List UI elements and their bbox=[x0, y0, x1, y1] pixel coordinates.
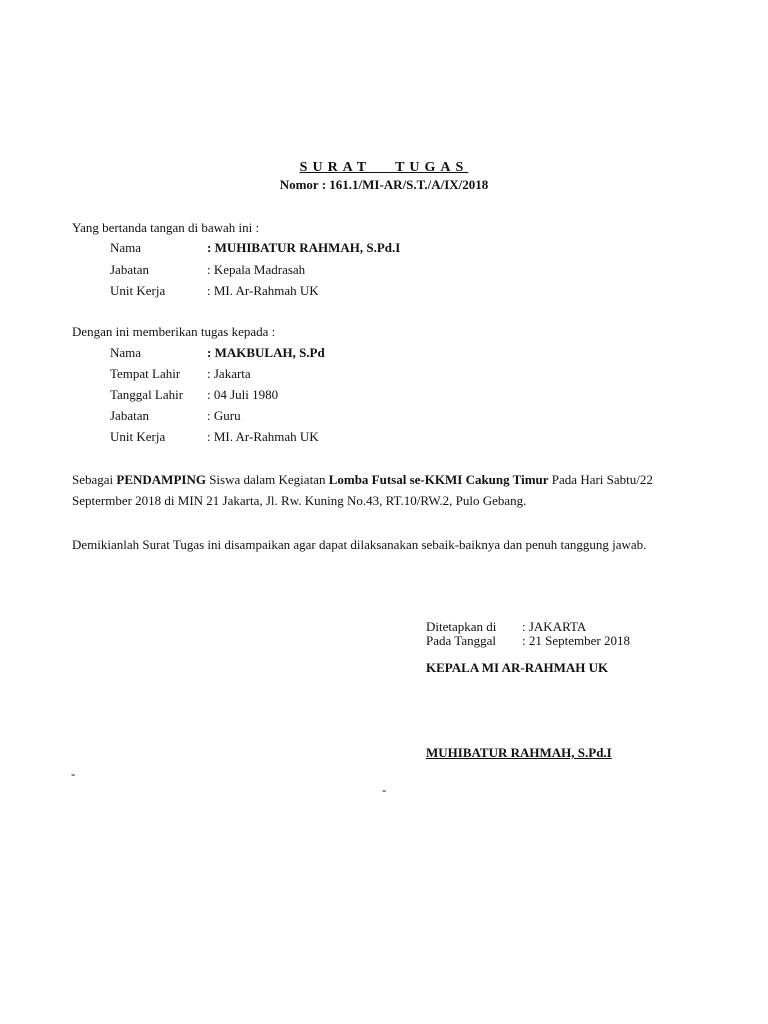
assign-intro-text: Dengan ini memberikan tugas kepada : bbox=[72, 324, 276, 339]
field-value: : Guru bbox=[207, 408, 241, 423]
field-value: : MAKBULAH, S.Pd bbox=[207, 345, 325, 360]
field-label: Jabatan bbox=[110, 262, 149, 277]
letter-title: SURAT TUGAS bbox=[299, 160, 469, 175]
assignee-row-unit bbox=[110, 429, 319, 447]
task-paragraph bbox=[72, 469, 702, 511]
field-value: : MI. Ar-Rahmah UK bbox=[207, 283, 319, 298]
field-value: : MUHIBATUR RAHMAH, S.Pd.I bbox=[207, 240, 401, 255]
field-label: Unit Kerja bbox=[110, 283, 166, 298]
signature-position: KEPALA MI AR-RAHMAH UK bbox=[426, 660, 609, 675]
assignee-row-name bbox=[110, 345, 325, 363]
signer-row-unit bbox=[110, 283, 319, 301]
field-label: Tanggal Lahir bbox=[110, 387, 184, 402]
field-value: : Jakarta bbox=[207, 366, 251, 381]
signer-row-name bbox=[110, 240, 400, 258]
place-value: : JAKARTA bbox=[522, 619, 587, 634]
field-label: Nama bbox=[110, 345, 142, 360]
dash-mark: - bbox=[382, 782, 387, 797]
signature-name: MUHIBATUR RAHMAH, S.Pd.I bbox=[426, 745, 612, 760]
field-value: : Kepala Madrasah bbox=[207, 262, 306, 277]
assignee-row-birthplace bbox=[110, 366, 251, 384]
field-value: : 04 Juli 1980 bbox=[207, 387, 279, 402]
task-text: Siswa dalam Kegiatan bbox=[205, 472, 329, 487]
date-label: Pada Tanggal bbox=[426, 633, 496, 648]
field-label: Tempat Lahir bbox=[110, 366, 181, 381]
closing-paragraph: Demikianlah Surat Tugas ini disampaikan agar dapat dilaksanakan sebaik-baiknya dan penuh tanggung jawab. bbox=[72, 537, 647, 552]
signer-row-position bbox=[110, 262, 305, 280]
signature-date-row bbox=[426, 633, 630, 649]
assignee-row-birthdate bbox=[110, 387, 278, 405]
field-value: : MI. Ar-Rahmah UK bbox=[207, 429, 319, 444]
field-label: Nama bbox=[110, 240, 142, 255]
task-text: Sebagai bbox=[72, 472, 117, 487]
intro-text: Yang bertanda tangan di bawah ini : bbox=[72, 220, 260, 235]
place-label: Ditetapkan di bbox=[426, 619, 497, 634]
task-event: Lomba Futsal se-KKMI Cakung Timur bbox=[328, 472, 549, 487]
letter-number: Nomor : 161.1/MI-AR/S.T./A/IX/2018 bbox=[279, 177, 489, 192]
assignee-row-position bbox=[110, 408, 241, 426]
task-role: PENDAMPING bbox=[116, 472, 206, 487]
field-label: Unit Kerja bbox=[110, 429, 166, 444]
date-value: : 21 September 2018 bbox=[522, 633, 630, 648]
dash-mark: - bbox=[71, 766, 76, 781]
task-text: Pada Hari Sabtu/22 Septermber 2018 di MIN 21 Jakarta, Jl. Rw. Kuning No.43, RT.10/RW.2, Pulo Gebang. bbox=[72, 472, 653, 508]
field-label: Jabatan bbox=[110, 408, 149, 423]
